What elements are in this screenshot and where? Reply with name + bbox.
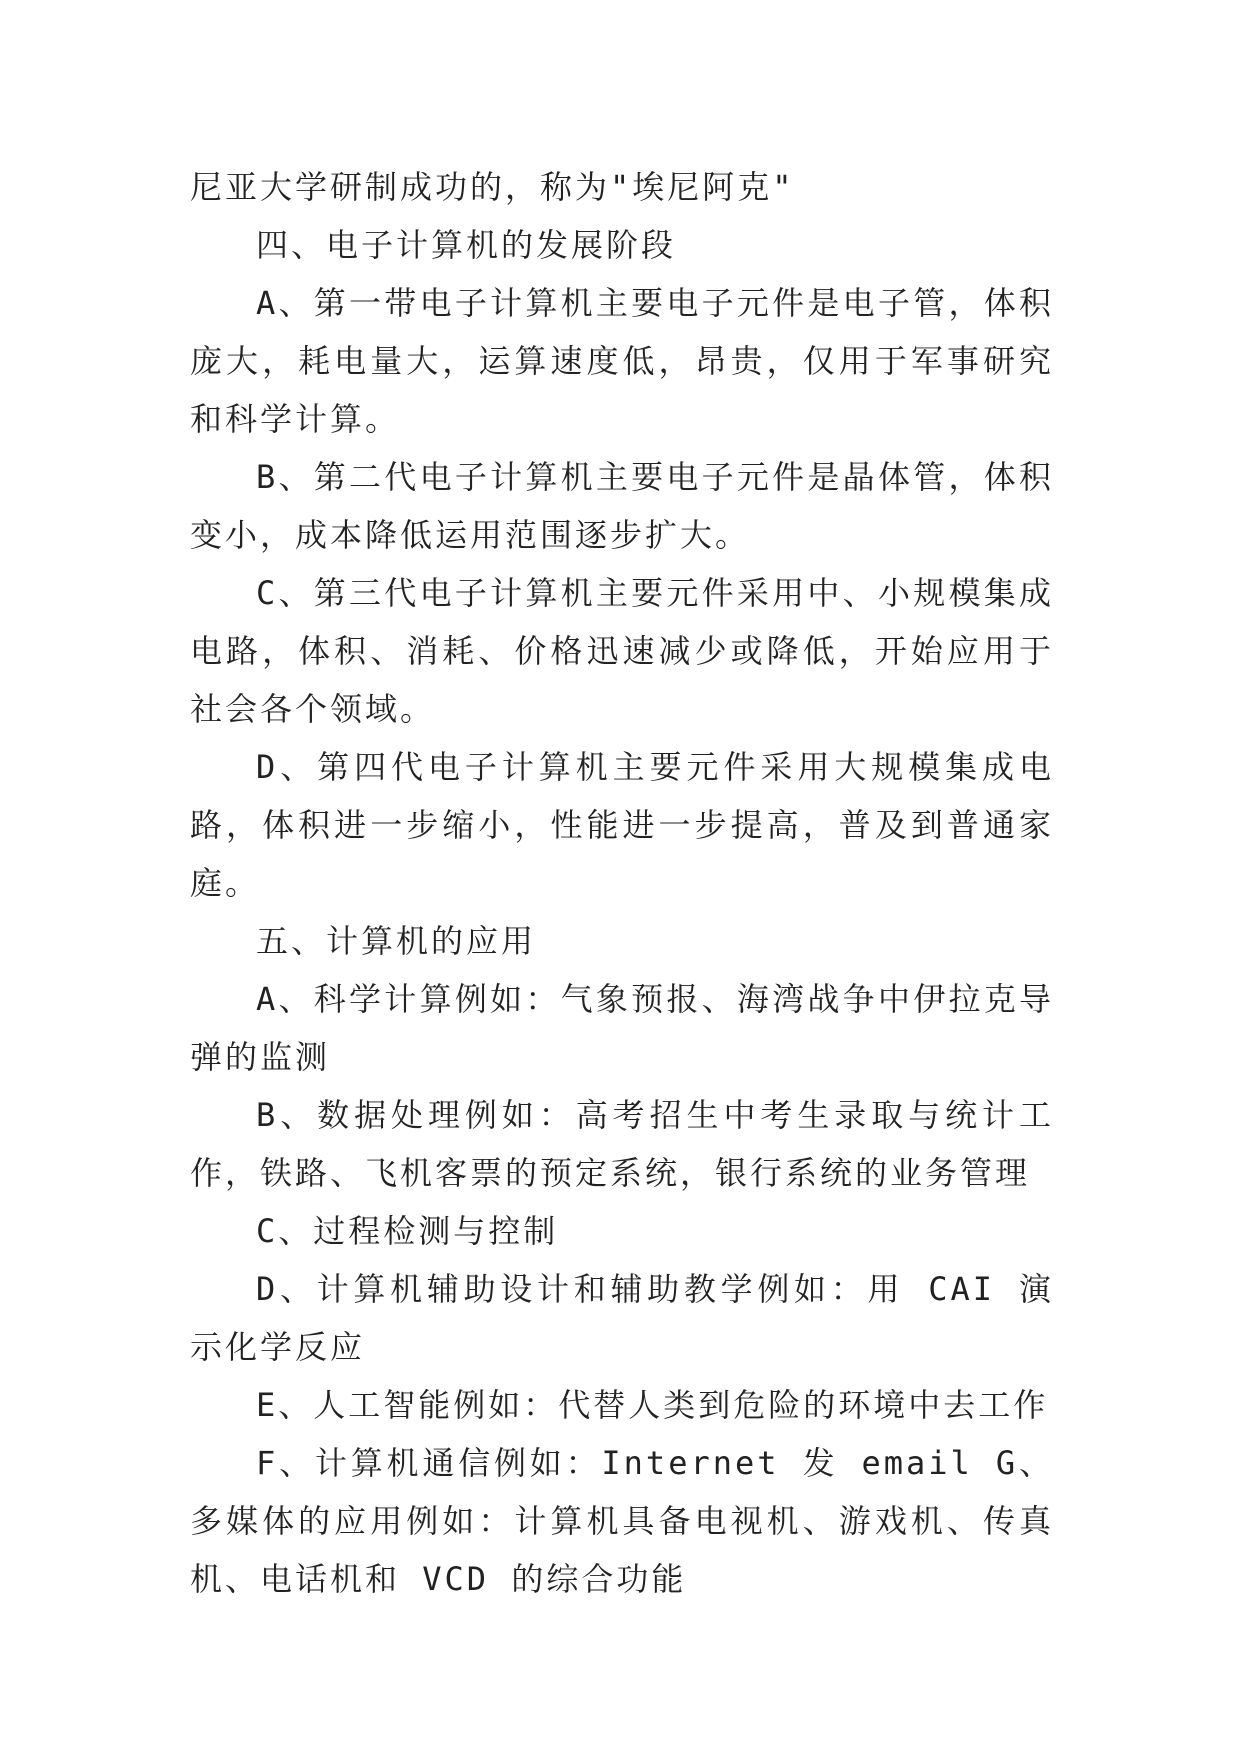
section-heading-applications: 五、计算机的应用 bbox=[256, 922, 537, 960]
paragraph-first-generation: A、第一带电子计算机主要电子元件是电子管，体积庞大，耗电量大，运算速度低，昂贵，仅用于军事研究和科学计算。 bbox=[190, 284, 1054, 438]
paragraph-communication-multimedia: F、计算机通信例如：Internet 发 email G、多媒体的应用例如：计算机具备电视机、游戏机、传真机、电话机和 VCD 的综合功能 bbox=[190, 1444, 1054, 1598]
paragraph-ai: E、人工智能例如：代替人类到危险的环境中去工作 bbox=[256, 1386, 1049, 1424]
paragraph-cad-cai: D、计算机辅助设计和辅助教学例如：用 CAI 演示化学反应 bbox=[190, 1270, 1054, 1366]
paragraph-process-control: C、过程检测与控制 bbox=[256, 1212, 559, 1250]
paragraph-continuation: 尼亚大学研制成功的，称为"埃尼阿克" bbox=[190, 168, 795, 206]
paragraph-fourth-generation: D、第四代电子计算机主要元件采用大规模集成电路，体积进一步缩小，性能进一步提高，普及到普通家庭。 bbox=[190, 748, 1054, 902]
document-body bbox=[190, 158, 1054, 1608]
section-heading-development-stages: 四、电子计算机的发展阶段 bbox=[256, 226, 677, 264]
paragraph-third-generation: C、第三代电子计算机主要元件采用中、小规模集成电路，体积、消耗、价格迅速减少或降低，开始应用于社会各个领域。 bbox=[190, 574, 1054, 728]
paragraph-second-generation: B、第二代电子计算机主要电子元件是晶体管，体积变小，成本降低运用范围逐步扩大。 bbox=[190, 458, 1054, 554]
paragraph-scientific-computing: A、科学计算例如：气象预报、海湾战争中伊拉克导弹的监测 bbox=[190, 980, 1054, 1076]
paragraph-data-processing: B、数据处理例如：高考招生中考生录取与统计工作，铁路、飞机客票的预定系统，银行系统的业务管理 bbox=[190, 1096, 1054, 1192]
